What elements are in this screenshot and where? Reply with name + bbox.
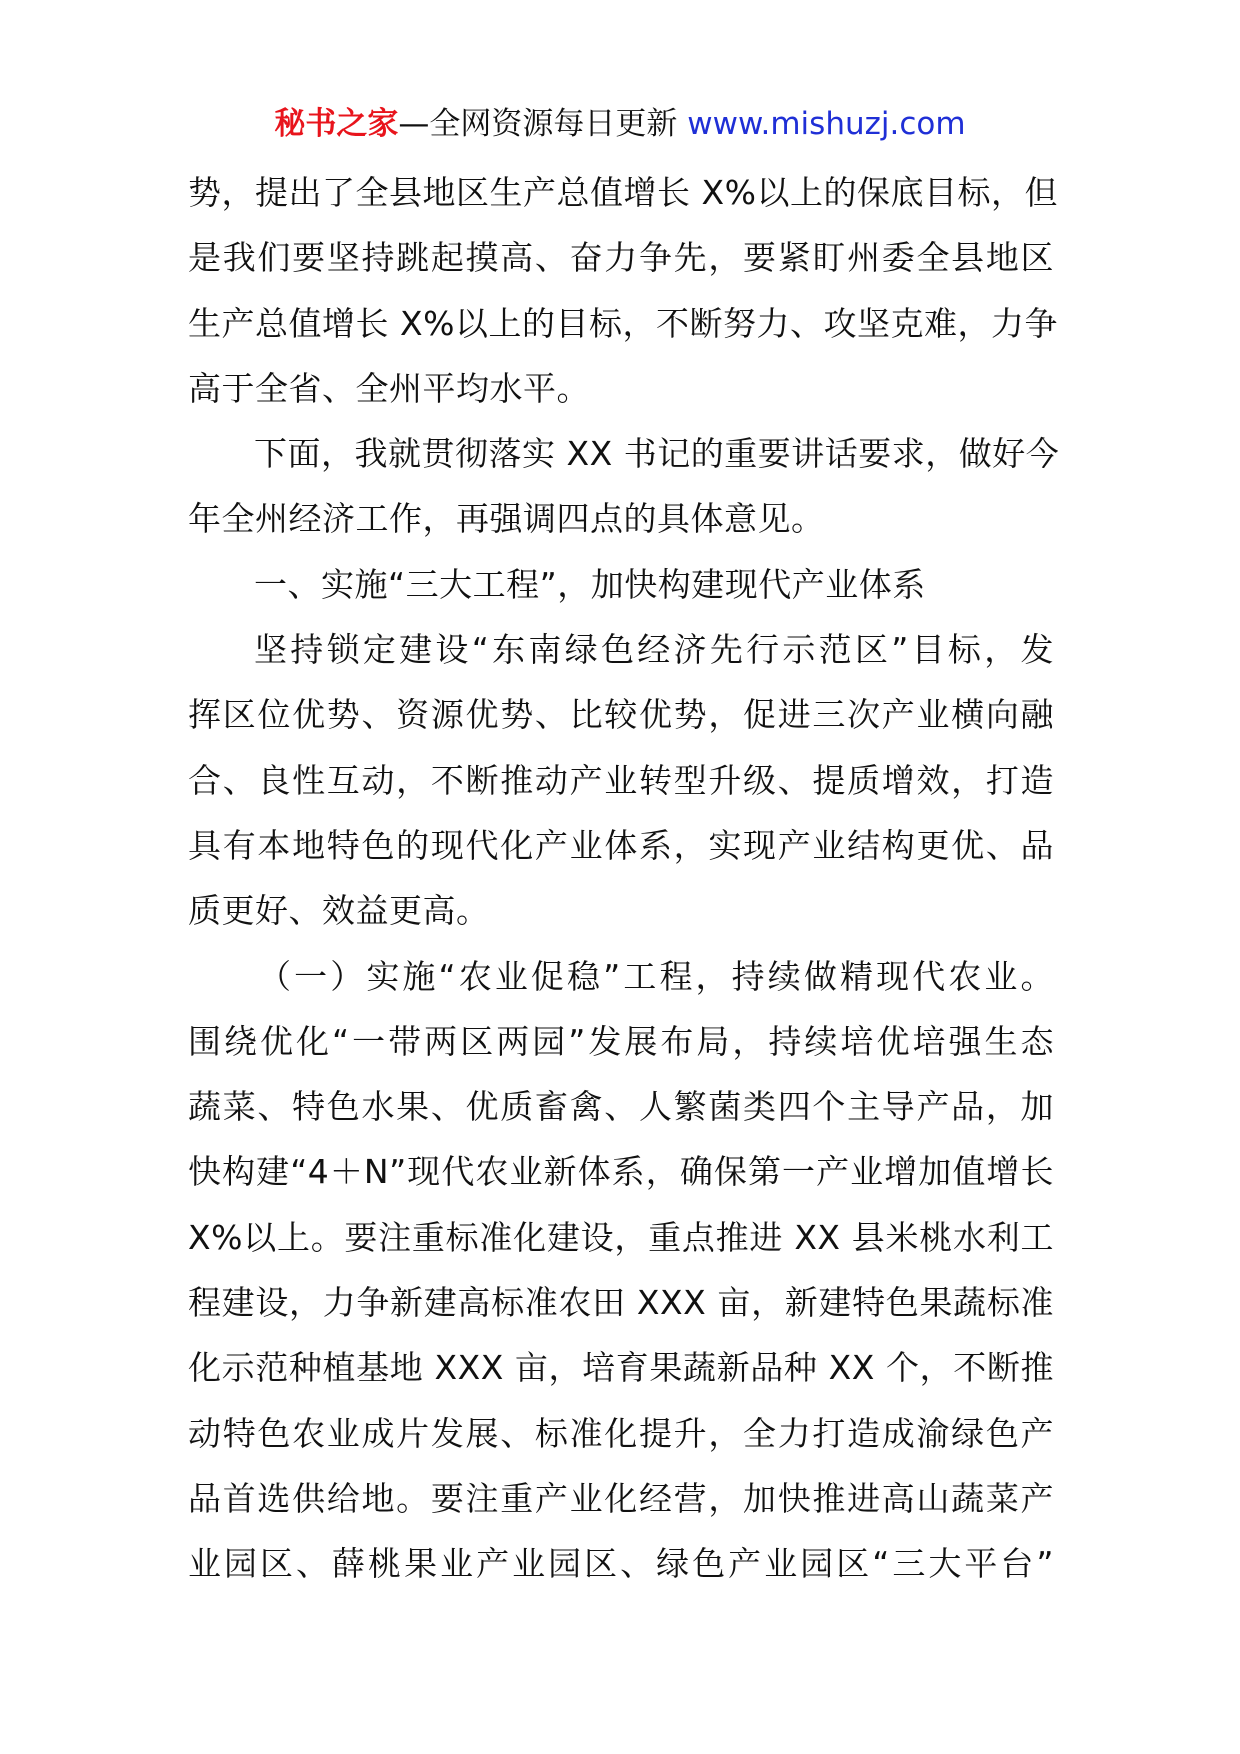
text-line: 坚持锁定建设“东南绿色经济先行示范区”目标，发 [254,630,1054,670]
text-line: 业园区、薛桃果业产业园区、绿色产业园区“三大平台” [188,1544,1054,1584]
document-body [188,160,1060,1597]
text-line: 合、良性互动，不断推动产业转型升级、提质增效，打造 [188,760,1054,800]
text-line: 势，提出了全县地区生产总值增长 X%以上的保底目标，但 [188,173,1058,212]
text-line: 年全州经济工作，再强调四点的具体意见。 [188,499,825,539]
site-url: www.mishuzj.com [687,106,966,142]
text-line: 生产总值增长 X%以上的目标，不断努力、攻坚克难，力争 [188,303,1058,343]
text-line: 品首选供给地。要注重产业化经营，加快推进高山蔬菜产 [188,1478,1054,1518]
text-line: 高于全省、全州平均水平。 [188,368,590,408]
text-line: 挥区位优势、资源优势、比较优势，促进三次产业横向融 [188,695,1054,735]
text-line: X%以上。要注重标准化建设，重点推进 XX 县米桃水利工 [188,1217,1054,1257]
text-line: 具有本地特色的现代化产业体系，实现产业结构更优、品 [188,825,1054,865]
text-line: 蔬菜、特色水果、优质畜禽、人繁菌类四个主导产品，加 [188,1087,1054,1127]
section-heading: 一、实施“三大工程”，加快构建现代产业体系 [254,564,926,604]
site-brand: 秘书之家 [274,106,399,142]
text-line: 质更好、效益更高。 [188,891,490,931]
text-line: 是我们要坚持跳起摸高、奋力争先，要紧盯州委全县地区 [188,238,1054,278]
text-line: 快构建“4＋N”现代农业新体系，确保第一产业增加值增长 [188,1152,1054,1192]
text-line: 化示范种植基地 XXX 亩，培育果蔬新品种 XX 个，不断推 [188,1348,1054,1388]
text-line: 程建设，力争新建高标准农田 XXX 亩，新建特色果蔬标准 [188,1283,1054,1323]
site-tagline: —全网资源每日更新 [398,106,688,142]
text-line: 下面，我就贯彻落实 XX 书记的重要讲话要求，做好今 [254,434,1060,474]
text-line: 围绕优化“一带两区两园”发展布局，持续培优培强生态 [188,1021,1054,1061]
watermark-header [0,104,1240,144]
text-line: 动特色农业成片发展、标准化提升，全力打造成渝绿色产 [188,1413,1054,1453]
subsection-heading: （一）实施“农业促稳”工程，持续做精现代农业。 [258,956,1054,996]
